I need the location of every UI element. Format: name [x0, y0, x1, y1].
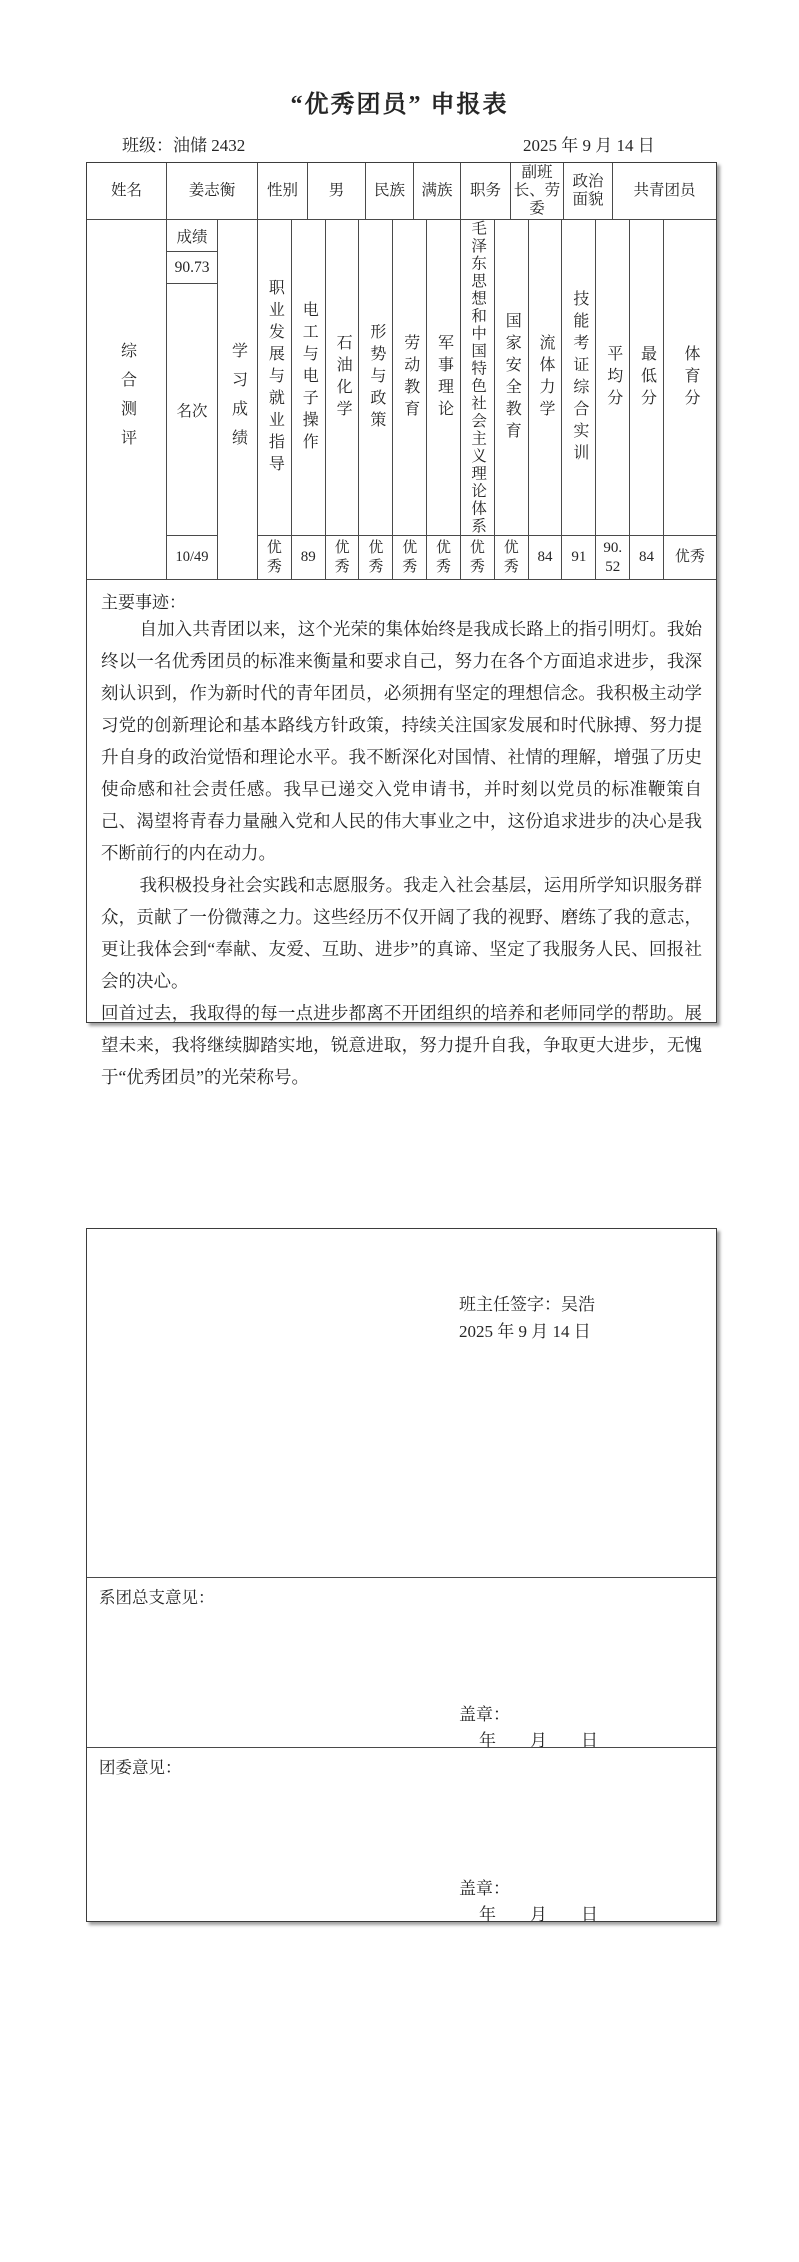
evaluation-row [87, 220, 716, 580]
approvals-table [86, 1228, 717, 1922]
subject-name: 劳动教育 [401, 333, 419, 422]
ethnicity-label-cell: 民族 [366, 163, 414, 219]
subject-name: 技能考证综合实训 [570, 289, 588, 466]
subject-name: 国家安全教育 [503, 311, 521, 444]
committee-opinion-section [87, 1747, 716, 1924]
subject-score-cell: 优秀 [436, 539, 452, 575]
study-score-label: 学习成绩 [229, 341, 247, 458]
class-label: 班级：油储 2432 [122, 136, 246, 155]
committee-seal-block [459, 1876, 598, 1928]
subject-name-cell [258, 220, 291, 536]
score-rank-column [167, 220, 218, 579]
meta-row [86, 131, 717, 155]
subject-name-cell [630, 220, 663, 536]
subject-name-cell [461, 220, 494, 536]
subject-column-2 [326, 220, 360, 579]
subject-column-12 [664, 220, 716, 579]
committee-seal-label: 盖章： [459, 1879, 510, 1898]
rank-value-cell: 10/49 [175, 549, 209, 565]
subject-column-10 [596, 220, 630, 579]
subject-column-0 [258, 220, 292, 579]
subject-name: 军事理论 [435, 333, 453, 422]
subject-name-cell [596, 220, 629, 536]
page-title: “优秀团员” 申报表 [290, 92, 509, 118]
subject-score-cell: 优秀 [334, 539, 350, 575]
date-label: 2025 年 9 月 14 日 [523, 136, 655, 155]
subject-name: 职业发展与就业指导 [266, 278, 284, 477]
subject-name: 形势与政策 [367, 322, 385, 433]
deeds-section [87, 580, 716, 1093]
deeds-paragraph-3: 回首过去，我取得的每一点进步都离不开团组织的培养和老师同学的帮助。展望未来，我将继续脚踏实地，锐意进取，努力提升自我，争取更大进步，无愧于“优秀团员”的光荣称号。 [101, 1003, 702, 1087]
subject-name-cell [427, 220, 460, 536]
score-label-cell: 成绩 [167, 220, 217, 252]
subject-name-cell [359, 220, 392, 536]
subject-score-cell: 优秀 [503, 539, 519, 575]
rank-label-cell: 名次 [167, 284, 217, 536]
ethnicity-value-cell: 满族 [414, 163, 461, 219]
political-label-cell: 政治面貌 [564, 163, 613, 219]
subject-name-cell [664, 220, 716, 536]
subject-name: 毛泽东思想和中国特色社会主义理论体系 [469, 220, 487, 535]
subject-column-11 [630, 220, 664, 579]
subject-column-5 [427, 220, 461, 579]
branch-opinion-section [87, 1577, 716, 1750]
subject-name: 最低分 [638, 344, 656, 411]
committee-opinion-label: 团委意见： [99, 1758, 182, 1777]
duty-label-cell: 职务 [461, 163, 511, 219]
main-form-table [86, 162, 717, 1087]
subject-column-1 [292, 220, 326, 579]
overall-eval-label: 综合测评 [118, 341, 136, 458]
subject-name-cell [562, 220, 595, 536]
subject-score-cell: 优秀 [674, 549, 705, 565]
subject-score-cell: 优秀 [402, 539, 418, 575]
subject-score-cell: 84 [537, 549, 553, 565]
subject-column-4 [393, 220, 427, 579]
teacher-signature-block [459, 1291, 595, 1345]
subject-column-3 [359, 220, 393, 579]
committee-date-blank: 年 月 日 [479, 1905, 598, 1924]
gender-value-cell: 男 [308, 163, 366, 219]
overall-eval-column [87, 220, 167, 579]
political-value-cell: 共青团员 [633, 182, 696, 199]
branch-seal-label: 盖章： [459, 1705, 510, 1724]
branch-opinion-label: 系团总支意见： [99, 1588, 215, 1607]
subject-column-7 [495, 220, 529, 579]
duty-value-cell: 副班长、劳委 [511, 163, 564, 219]
deeds-label: 主要事迹： [101, 593, 186, 612]
gender-label-cell: 性别 [258, 163, 308, 219]
subject-name: 电工与电子操作 [300, 300, 318, 455]
subject-score-cell: 89 [300, 549, 316, 565]
subject-name-cell [292, 220, 325, 536]
study-score-column [218, 220, 258, 579]
branch-date-blank: 年 月 日 [479, 1731, 598, 1750]
subject-name: 石油化学 [334, 333, 352, 422]
deeds-paragraph-2: 我积极投身社会实践和志愿服务。我走入社会基层，运用所学知识服务群众，贡献了一份微薄之力。这些经历不仅开阔了我的视野、磨练了我的意志，更让我体会到“奉献、友爱、互助、进步”的真谛、坚定了我服务人民、回报社会的决心。 [101, 875, 702, 991]
subject-score-cell: 90.52 [603, 539, 623, 575]
teacher-date-line: 2025 年 9 月 14 日 [459, 1322, 591, 1341]
subject-name-cell [326, 220, 359, 536]
subject-score-cell: 优秀 [469, 539, 485, 575]
subject-name-cell [393, 220, 426, 536]
subject-name: 体育分 [681, 344, 699, 411]
name-label-cell: 姓名 [87, 163, 167, 219]
subject-column-8 [529, 220, 563, 579]
subject-score-cell: 84 [639, 549, 655, 565]
deeds-paragraph-1: 自加入共青团以来，这个光荣的集体始终是我成长路上的指引明灯。我始终以一名优秀团员的标准来衡量和要求自己，努力在各个方面追求进步，我深刻认识到，作为新时代的青年团员，必须拥有坚定的理想信念。我积极主动学习党的创新理论和基本路线方针政策，持续关注国家发展和时代脉搏、努力提升自身的政治觉悟和理论水平。我不断深化对国情、社情的理解，增强了历史使命感和社会责任感。我早已递交入党申请书，并时刻以党员的标准鞭策自己、渴望将青春力量融入党和人民的伟大事业之中，这份追求进步的决心是我不断前行的内在动力。 [101, 619, 702, 863]
subject-name-cell [529, 220, 562, 536]
subject-name: 平均分 [604, 344, 622, 411]
subject-score-cell: 优秀 [266, 539, 282, 575]
subject-name: 流体力学 [537, 333, 555, 422]
teacher-signature-line: 班主任签字：吴浩 [459, 1295, 595, 1314]
name-value-cell: 姜志衡 [167, 163, 258, 219]
subject-score-cell: 91 [571, 549, 587, 565]
subject-column-6 [461, 220, 495, 579]
score-value-cell: 90.73 [167, 252, 217, 284]
subject-score-cell: 优秀 [368, 539, 384, 575]
subject-column-9 [562, 220, 596, 579]
teacher-section [87, 1229, 716, 1577]
subject-name-cell [495, 220, 528, 536]
info-header-row [87, 163, 716, 220]
